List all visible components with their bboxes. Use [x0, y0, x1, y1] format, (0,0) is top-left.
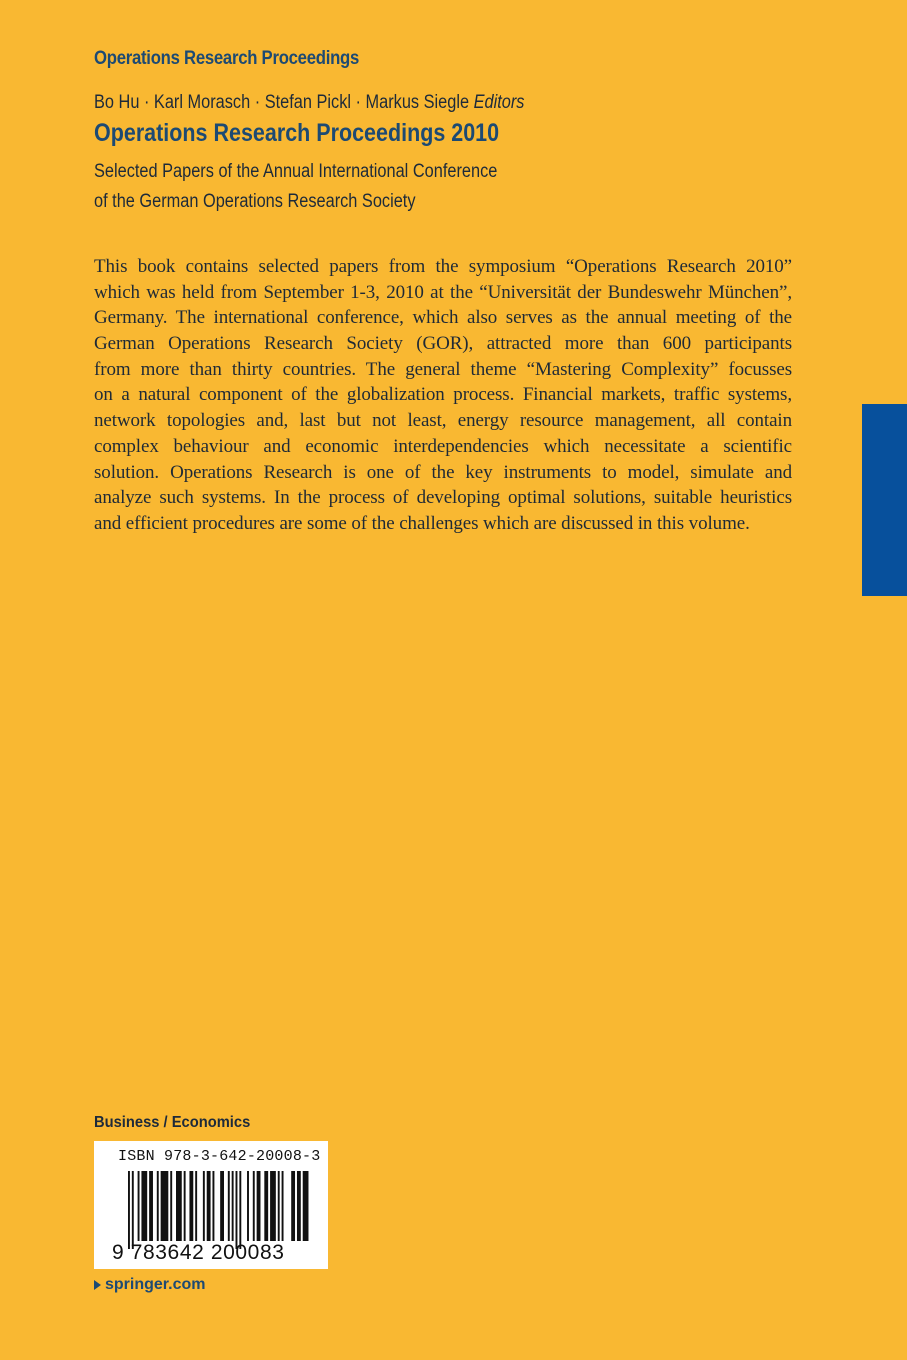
barcode-bar: [203, 1171, 205, 1241]
barcode-bar: [303, 1171, 309, 1241]
barcode-bar: [257, 1171, 261, 1241]
blurb-line: This book contains selected papers from the symposium “Operations Research 2010”: [94, 256, 792, 277]
blurb-line: analyze such systems. In the process of developing optimal solutions, suitable heuristics: [94, 487, 792, 509]
barcode-bar: [128, 1171, 130, 1249]
blurb-line: Germany. The international conference, which also serves as the annual meeting of the: [94, 307, 792, 329]
barcode-bar: [291, 1171, 295, 1241]
barcode-bar: [264, 1171, 268, 1241]
barcode-bar: [247, 1171, 249, 1241]
barcode-bar: [141, 1171, 147, 1241]
barcode-bar: [232, 1171, 234, 1241]
barcode-bar: [253, 1171, 255, 1241]
barcode-bar: [189, 1171, 193, 1241]
barcode-bar: [132, 1171, 134, 1249]
ean-number: 9 783642 200083: [112, 1241, 285, 1264]
isbn-text: ISBN 978-3-642-20008-3: [118, 1148, 321, 1165]
blurb-line: which was held from September 1-3, 2010 at the “Universität der Bundeswehr München”,: [94, 281, 792, 303]
barcode-bar: [149, 1171, 153, 1241]
blurb-line: solution. Operations Research is one of the key instruments to model, simulate and: [94, 461, 792, 483]
blurb: [94, 254, 792, 537]
barcode-bar: [176, 1171, 182, 1241]
subtitle: [94, 157, 497, 217]
subtitle-line-2: of the German Operations Research Society: [94, 191, 416, 212]
barcode-bar: [195, 1171, 197, 1241]
barcode-bar: [278, 1171, 280, 1241]
editors-names: Bo Hu · Karl Morasch · Stefan Pickl · Markus Siegle: [94, 92, 470, 113]
blurb-line: German Operations Research Society (GOR), attracted more than 600 participants: [94, 333, 792, 355]
publisher-label: springer.com: [105, 1276, 206, 1293]
barcode-bar: [282, 1171, 284, 1241]
category-label: Business / Economics: [94, 1114, 251, 1131]
book-title: Operations Research Proceedings 2010: [94, 119, 500, 147]
series-title: Operations Research Proceedings: [94, 48, 360, 69]
publisher-link[interactable]: [94, 1276, 205, 1294]
barcode-bar: [138, 1171, 140, 1241]
blurb-line: complex behaviour and economic interdependencies which necessitate a scientific: [94, 435, 792, 457]
arrow-icon: [94, 1280, 101, 1290]
barcode-bar: [157, 1171, 159, 1241]
blurb-line: on a natural component of the globalization process. Financial markets, traffic systems,: [94, 384, 792, 406]
blurb-line: from more than thirty countries. The general theme “Mastering Complexity” focusses: [94, 358, 792, 380]
barcode-bar: [220, 1171, 224, 1241]
blurb-line: network topologies and, last but not least, energy resource management, all contain: [94, 410, 792, 432]
barcode-bar: [161, 1171, 169, 1241]
barcode-bar: [239, 1171, 241, 1249]
barcode-bar: [170, 1171, 172, 1241]
side-color-tab: [862, 404, 907, 596]
blurb-line: and efficient procedures are some of the challenges which are discussed in this volume.: [94, 512, 750, 534]
barcode-bar: [184, 1171, 186, 1241]
barcode-bar: [270, 1171, 276, 1241]
barcode-box: [94, 1141, 328, 1269]
barcode-bar: [207, 1171, 211, 1241]
barcode-bar: [236, 1171, 238, 1249]
editors-role: Editors: [473, 92, 525, 113]
barcode-bar: [297, 1171, 301, 1241]
subtitle-line-1: Selected Papers of the Annual International Conference: [94, 161, 498, 182]
barcode-bar: [212, 1171, 214, 1241]
editors-line: [94, 92, 524, 114]
barcode-bar: [228, 1171, 230, 1241]
